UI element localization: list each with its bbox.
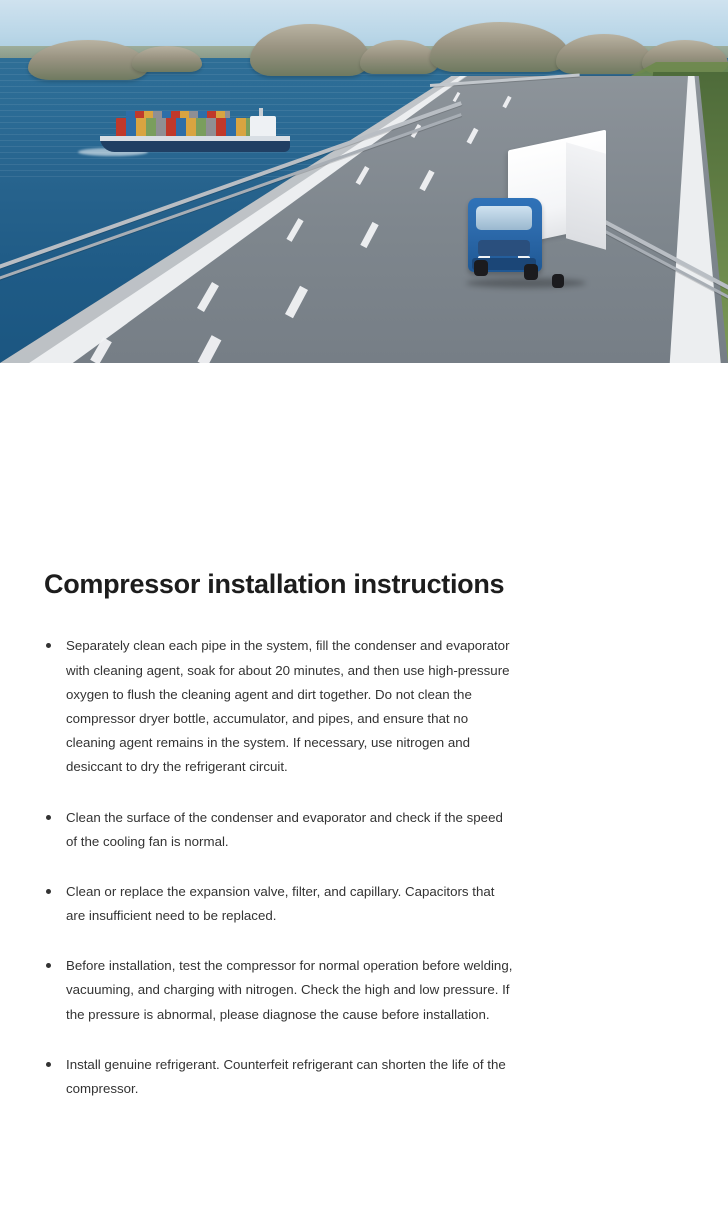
lane-edge-line-right [0,76,728,363]
truck-windshield [476,206,532,230]
list-item: Before installation, test the compressor for normal operation before welding, vacuuming, and charging with nitrogen. Check the high and low pressure. If the pressure is abnormal, please diagnose the cause before installation. [44,954,516,1027]
truck-wheel [552,274,564,288]
list-item: Install genuine refrigerant. Counterfeit refrigerant can shorten the life of the compressor. [44,1053,516,1101]
truck-grille [478,240,530,256]
truck-wheel [524,264,538,280]
list-item: Clean the surface of the condenser and evaporator and check if the speed of the cooling fan is normal. [44,806,516,854]
instructions-list [44,634,684,1101]
list-item: Separately clean each pipe in the system, fill the condenser and evaporator with cleaning agent, soak for about 20 minutes, and then use high-pressure oxygen to flush the cleaning agent and dirt together. Do not clean the compressor dryer bottle, accumulator, and pipes, and ensure that no cleaning agent remains in the system. If necessary, use nitrogen and desiccant to dry the refrigerant circuit. [44,634,516,779]
list-item: Clean or replace the expansion valve, filter, and capillary. Capacitors that are insufficient need to be replaced. [44,880,516,928]
article-body [0,568,728,1101]
content-spacer [0,363,728,568]
truck-trailer-side [566,142,606,249]
hero-banner-image [0,0,728,363]
semi-truck-icon [466,140,606,300]
page-title: Compressor installation instructions [44,569,505,599]
truck-wheel [474,260,488,276]
